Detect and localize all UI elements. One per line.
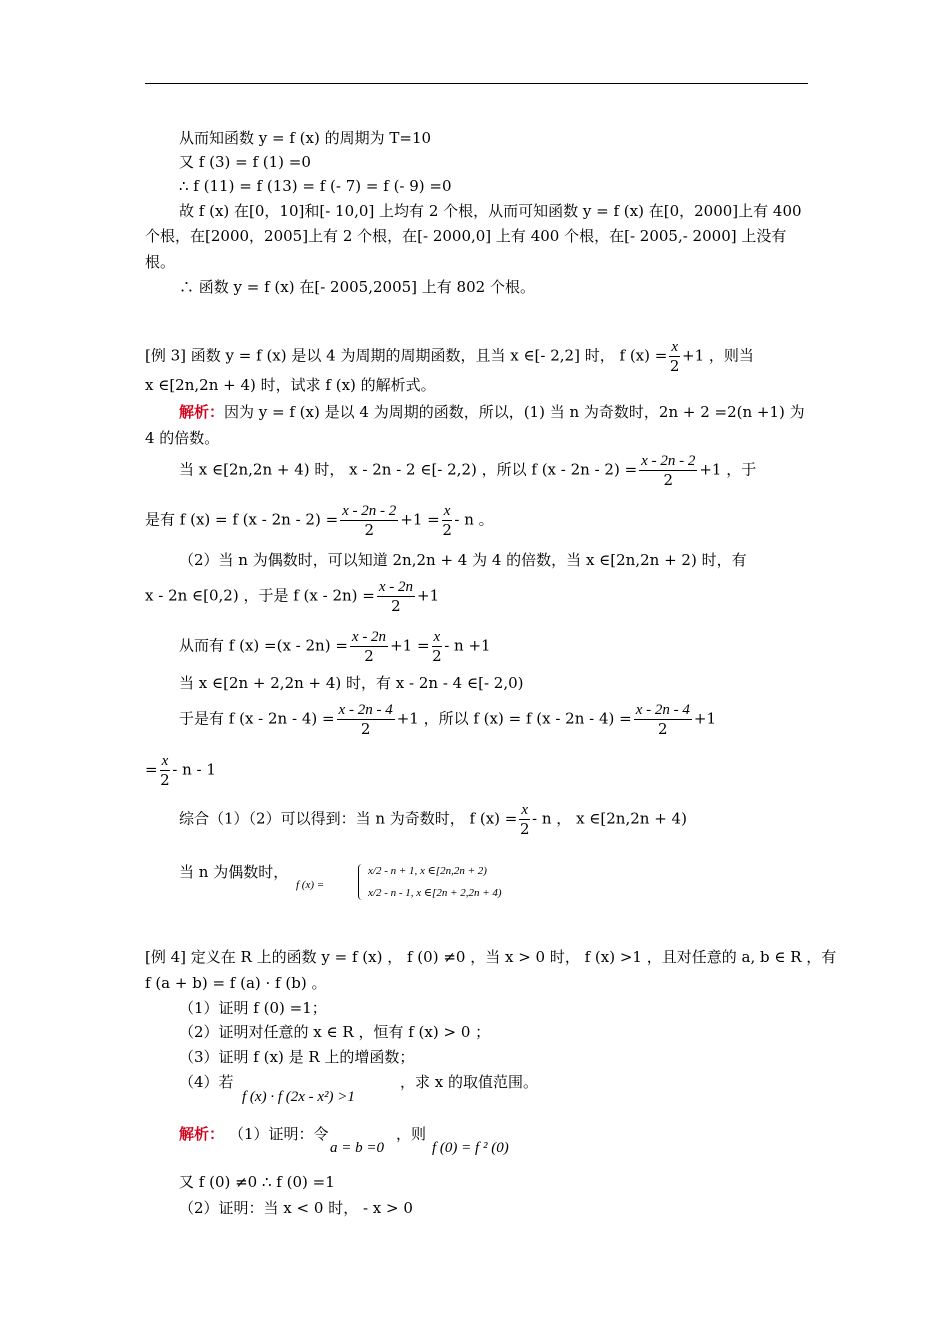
numerator: x xyxy=(433,629,441,645)
text: - n +1 xyxy=(444,636,491,655)
text: 于是有 f (x - 2n - 4) = xyxy=(179,709,335,728)
fraction xyxy=(442,502,453,539)
denominator: 2 xyxy=(364,647,374,665)
text-line: 又 f (0) ≠0 ∴ f (0) =1 xyxy=(179,1173,335,1191)
text-line: 从而知函数 y = f (x) 的周期为 T=10 xyxy=(179,129,432,147)
numerator: x - 2n xyxy=(351,629,387,645)
text: +1 ，所以 f (x) = f (x - 2n - 4) = xyxy=(396,709,632,728)
fraction xyxy=(669,338,680,375)
text-line: （4）若 xyxy=(179,1073,234,1091)
numerator: x - 2n - 4 xyxy=(338,702,393,718)
text: 从而有 f (x) =(x - 2n) = xyxy=(179,636,348,655)
header-rule xyxy=(145,83,808,84)
text: 因为 y = f (x) 是以 4 为周期的函数，所以，(1) 当 n 为奇数时，2n + 2 =2(n +1) 为 xyxy=(224,403,805,421)
text: x - 2n ∈[0,2) ，于是 f (x - 2n) = xyxy=(145,586,375,605)
text-line: ∴ f (11) = f (13) = f (- 7) = f (- 9) =0 xyxy=(179,177,452,195)
solution-label: 解析： xyxy=(179,403,225,421)
numerator: x xyxy=(671,339,678,355)
text-line: ，则 xyxy=(396,1125,427,1143)
example-3-line xyxy=(145,338,754,375)
formula-line xyxy=(179,628,491,665)
text: - n 。 xyxy=(454,510,494,529)
denominator: 2 xyxy=(442,521,452,539)
piecewise-fx: f (x) = xyxy=(296,879,325,891)
text-line: （1）证明 f (0) =1； xyxy=(179,999,327,1017)
denominator: 2 xyxy=(658,720,668,738)
solution-line xyxy=(179,402,805,422)
solution-label: 解析： xyxy=(179,1125,225,1143)
formula-line xyxy=(145,502,494,539)
denominator: 2 xyxy=(519,820,530,838)
piecewise-row: x/2 - n - 1, x ∈[2n + 2,2n + 4) xyxy=(368,887,502,899)
text-line: 当 n 为偶数时， xyxy=(179,863,289,881)
text-line: x ∈[2n,2n + 4) 时，试求 f (x) 的解析式。 xyxy=(145,376,436,394)
text: [例 3] 函数 y = f (x) 是以 4 为周期的周期函数，且当 x ∈[- 2,2] 时， f (x) = xyxy=(145,346,668,365)
formula-line xyxy=(179,801,687,838)
text-line: 根。 xyxy=(145,253,176,271)
text-line: 4 的倍数。 xyxy=(145,429,220,447)
text: +1 ，于 xyxy=(699,460,757,479)
text-line: （1）证明：令 xyxy=(229,1125,329,1143)
numerator: x xyxy=(521,802,529,818)
text: +1 ，则当 xyxy=(682,346,754,365)
numerator: x xyxy=(161,753,169,769)
formula-line xyxy=(179,452,756,489)
denominator: 2 xyxy=(160,771,170,789)
fraction xyxy=(639,452,697,489)
denominator: 2 xyxy=(432,647,442,665)
fraction xyxy=(160,752,171,789)
fraction xyxy=(350,628,388,665)
numerator: x xyxy=(443,503,451,519)
text: +1 = xyxy=(390,636,430,655)
formula: a = b =0 xyxy=(330,1140,384,1156)
formula: f (0) = f ² (0) xyxy=(432,1140,509,1156)
text: +1 = xyxy=(400,510,440,529)
text: +1 xyxy=(693,709,716,728)
fraction xyxy=(634,701,692,738)
text: 是有 f (x) = f (x - 2n - 2) = xyxy=(145,510,339,529)
denominator: 2 xyxy=(364,521,374,539)
text-line: 故 f (x) 在[0，10]和[- 10,0] 上均有 2 个根，从而可知函数 y = f (x) 在[0，2000]上有 400 xyxy=(179,202,802,220)
fraction xyxy=(377,578,415,615)
piecewise-brace xyxy=(358,864,618,904)
text: 综合（1）（2）可以得到：当 n 为奇数时， f (x) = xyxy=(179,809,518,828)
text-line: ∴ 函数 y = f (x) 在[- 2005,2005] 上有 802 个根。 xyxy=(179,278,535,296)
piecewise-row: x/2 - n + 1, x ∈[2n,2n + 2) xyxy=(368,865,487,877)
text-line: （3）证明 f (x) 是 R 上的增函数； xyxy=(179,1048,415,1066)
text-line: （2）当 n 为偶数时，可以知道 2n,2n + 4 为 4 的倍数，当 x ∈[2n,2n + 2) 时，有 xyxy=(179,551,747,569)
brace-line xyxy=(358,864,365,900)
denominator: 2 xyxy=(669,357,680,375)
fraction xyxy=(432,628,443,665)
text: - n ， x ∈[2n,2n + 4) xyxy=(532,809,687,828)
text: +1 xyxy=(417,586,440,605)
denominator: 2 xyxy=(663,471,674,489)
formula-line xyxy=(179,701,716,738)
numerator: x - 2n - 2 xyxy=(641,453,696,469)
text-line: 又 f (3) = f (1) =0 xyxy=(179,153,311,171)
text-line: （2）证明对任意的 x ∈ R ，恒有 f (x) > 0 ； xyxy=(179,1023,491,1041)
denominator: 2 xyxy=(391,597,401,615)
numerator: x - 2n - 2 xyxy=(342,503,397,519)
text: 当 x ∈[2n,2n + 4) 时， x - 2n - 2 ∈[- 2,2) ，所以 f (x - 2n - 2) = xyxy=(179,460,638,479)
text-line: f (a + b) = f (a) · f (b) 。 xyxy=(145,974,327,992)
text: = xyxy=(145,760,158,779)
numerator: x - 2n - 4 xyxy=(635,702,690,718)
denominator: 2 xyxy=(360,720,371,738)
text: - n - 1 xyxy=(172,760,216,779)
text-line: 个根，在[2000，2005]上有 2 个根，在[- 2000,0] 上有 400 个根，在[- 2005,- 2000] 上没有 xyxy=(145,227,787,245)
text-line: ，求 x 的取值范围。 xyxy=(400,1073,538,1091)
formula: f (x) · f (2x - x²) >1 xyxy=(242,1089,355,1105)
text-line: 当 x ∈[2n + 2,2n + 4) 时，有 x - 2n - 4 ∈[- 2,0) xyxy=(179,674,524,692)
fraction xyxy=(340,502,398,539)
text-line: （2）证明：当 x < 0 时， - x > 0 xyxy=(179,1199,413,1217)
numerator: x - 2n xyxy=(378,579,414,595)
formula-line xyxy=(145,752,216,789)
text-line: [例 4] 定义在 R 上的函数 y = f (x) ， f (0) ≠0 ，当 x > 0 时， f (x) >1 ，且对任意的 a, b ∈ R ，有 xyxy=(145,948,837,966)
fraction xyxy=(337,701,395,738)
fraction xyxy=(519,801,530,838)
formula-line xyxy=(145,578,439,615)
